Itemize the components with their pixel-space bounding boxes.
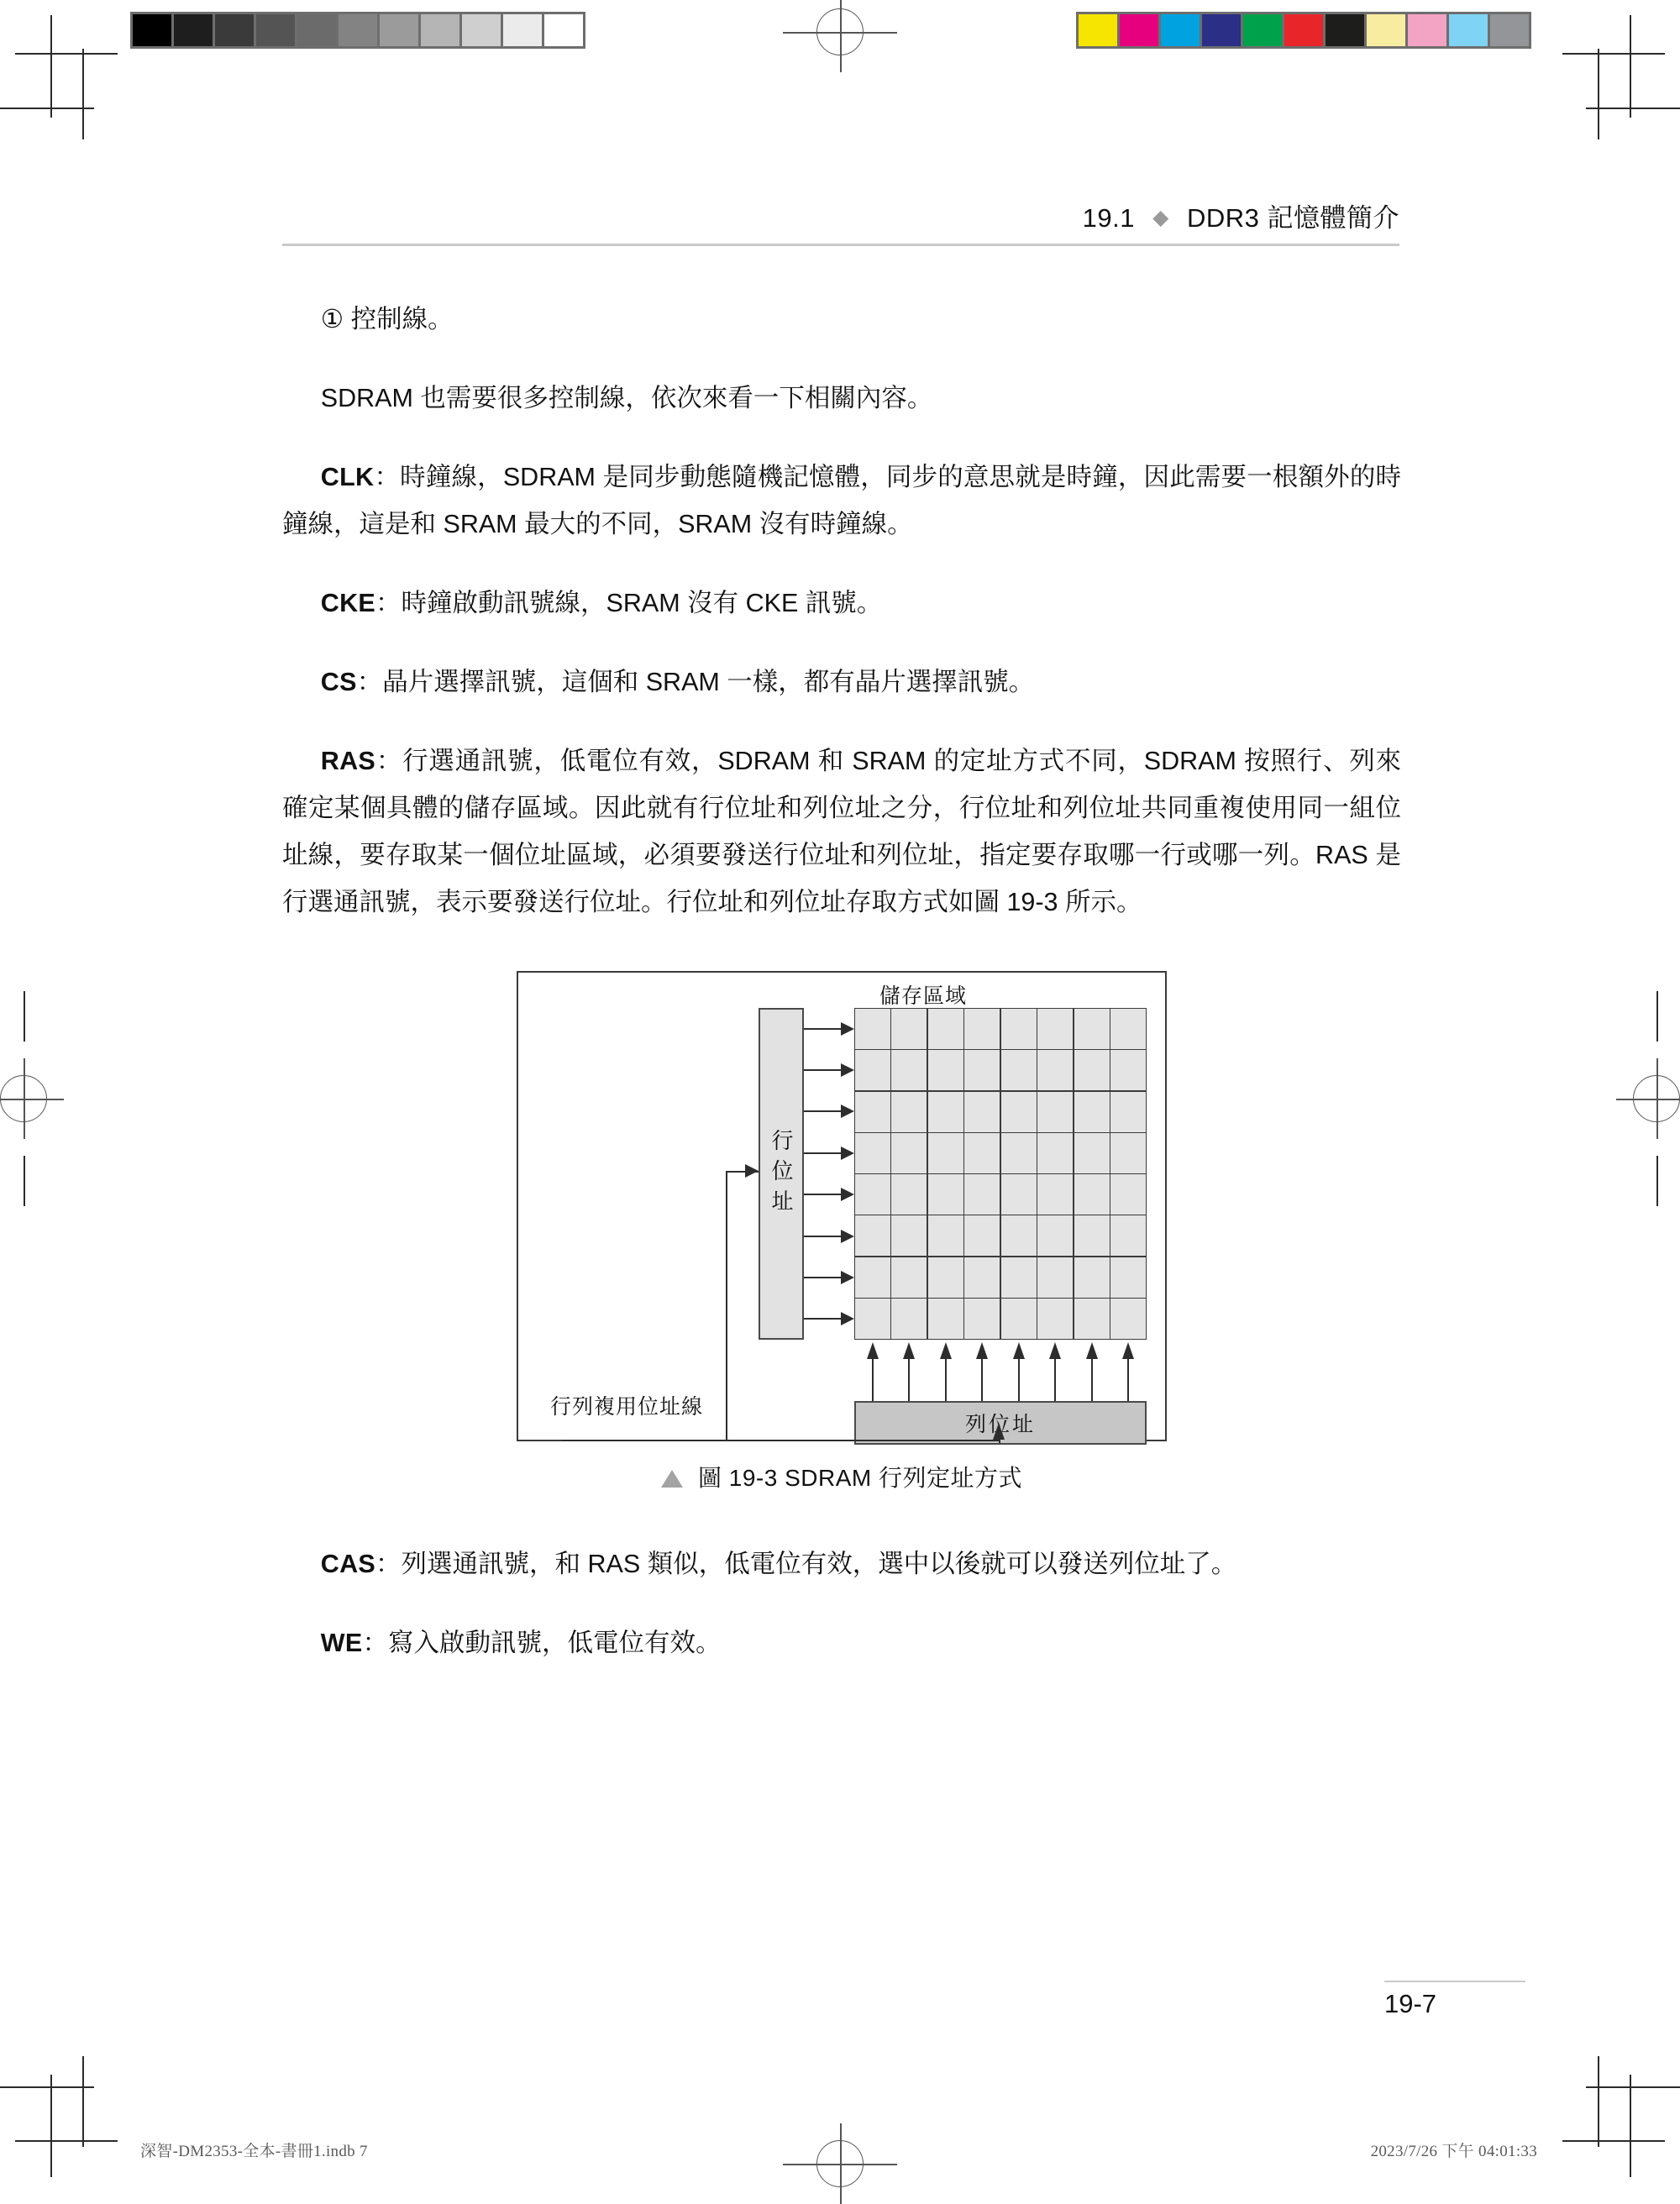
p-cke-text: ：時鐘啟動訊號線，SRAM 沒有 CKE 訊號。 — [375, 589, 883, 617]
mux-to-col-arrowhead — [993, 1423, 1005, 1440]
memory-cell — [1074, 1257, 1110, 1298]
memory-cell — [1074, 1133, 1110, 1173]
print-footer-timestamp: 2023/7/26 下午 04:01:33 — [1370, 2143, 1537, 2160]
memory-cell — [1037, 1050, 1073, 1090]
row-select-arrowhead — [841, 1312, 854, 1325]
memory-cell — [964, 1009, 1000, 1049]
memory-cell — [928, 1092, 963, 1132]
memory-cell — [964, 1174, 1000, 1215]
column-select-line — [1054, 1357, 1056, 1401]
memory-cell — [1001, 1257, 1037, 1298]
p-cs-label: CS — [320, 668, 357, 696]
memory-cell — [1110, 1299, 1146, 1339]
memory-cell — [891, 1133, 927, 1173]
memory-cell — [1074, 1174, 1110, 1215]
memory-cell — [855, 1174, 890, 1215]
column-select-line — [908, 1357, 910, 1401]
memory-cell — [1037, 1257, 1073, 1298]
figure-19-3 — [282, 971, 1401, 1493]
column-select-line — [1091, 1357, 1093, 1401]
memory-cell-grid — [854, 1008, 1147, 1340]
memory-cell — [891, 1050, 927, 1090]
memory-cell — [1074, 1215, 1110, 1256]
row-select-arrowhead — [841, 1271, 854, 1284]
memory-cell — [1001, 1009, 1037, 1049]
memory-cell — [1001, 1299, 1037, 1339]
p-ras-text: ：行選通訊號，低電位有效，SDRAM 和 SRAM 的定址方式不同，SDRAM 按照行、列來確定某個具體的儲存區域。因此就有行位址和列位址之分，行位址和列位址共同重複使用同一組位址線，要存取某一個位址區域，必須要發送行位址和列位址，指定要存取哪一行或哪一列。RAS 是行選通訊號，表示要發送行位址。行位址和列位址存取方式如圖 19-3 所示。 — [282, 747, 1401, 916]
memory-cell — [855, 1215, 890, 1256]
memory-cell — [855, 1299, 890, 1339]
p-cke-label: CKE — [320, 589, 376, 617]
p-clk — [282, 454, 1401, 548]
column-select-arrowhead — [1013, 1342, 1025, 1359]
mux-address-line-label: 行列複用位址線 — [550, 1395, 704, 1419]
figure-caption-text: 圖 19-3 SDRAM 行列定址方式 — [698, 1465, 1022, 1491]
memory-cell — [1037, 1009, 1073, 1049]
memory-cell — [891, 1215, 927, 1256]
column-select-line — [981, 1357, 983, 1401]
running-head-rule — [282, 244, 1399, 246]
memory-cell — [1074, 1050, 1110, 1090]
memory-cell — [964, 1215, 1000, 1256]
mux-col-stub — [999, 1440, 1000, 1443]
memory-cell — [855, 1009, 890, 1049]
p-cas-label: CAS — [320, 1550, 376, 1578]
memory-cell — [855, 1050, 890, 1090]
column-select-arrowhead — [1122, 1342, 1134, 1359]
p-sdram-intro: SDRAM 也需要很多控制線，依次來看一下相關內容。 — [320, 384, 933, 412]
memory-cell — [1037, 1133, 1073, 1173]
column-select-line — [1018, 1357, 1020, 1401]
row-select-line — [804, 1028, 843, 1030]
column-select-arrowhead — [1086, 1342, 1098, 1359]
row-select-line — [804, 1236, 843, 1237]
body-text-bottom — [282, 1540, 1401, 1698]
memory-cell — [1037, 1215, 1073, 1256]
memory-cell — [1110, 1257, 1146, 1298]
memory-cell — [891, 1257, 927, 1298]
print-footer-filename: 深智-DM2353-全本-書冊1.indb 7 — [140, 2143, 368, 2160]
p-cs-text: ：晶片選擇訊號，這個和 SRAM 一樣，都有晶片選擇訊號。 — [356, 668, 1035, 696]
memory-cell — [1110, 1050, 1146, 1090]
row-select-line — [804, 1152, 843, 1154]
sdram-addressing-diagram — [517, 971, 1167, 1441]
column-select-line — [872, 1357, 874, 1401]
row-select-line — [804, 1194, 843, 1195]
memory-cell — [928, 1174, 963, 1215]
memory-cell — [1074, 1009, 1110, 1049]
column-select-arrowhead — [867, 1342, 879, 1359]
column-select-line — [1127, 1357, 1129, 1401]
memory-cell — [1074, 1299, 1110, 1339]
row-select-arrowhead — [841, 1188, 854, 1201]
mux-bus-horizontal — [562, 1440, 727, 1441]
column-select-arrowhead — [940, 1342, 952, 1359]
memory-cell — [1001, 1174, 1037, 1215]
memory-cell — [928, 1299, 963, 1339]
memory-cell — [1001, 1050, 1037, 1090]
row-select-arrowhead — [841, 1147, 854, 1160]
triangle-marker-icon — [661, 1470, 683, 1488]
p-control-line: ① 控制線。 — [320, 305, 454, 333]
memory-cell — [1074, 1092, 1110, 1132]
memory-cell — [964, 1092, 1000, 1132]
running-head-section-title: DDR3 記憶體簡介 — [1186, 203, 1399, 233]
row-select-arrowhead — [841, 1230, 854, 1243]
memory-cell — [928, 1050, 963, 1090]
column-address-label: 列位址 — [964, 1413, 1036, 1436]
column-select-arrowhead — [1049, 1342, 1061, 1359]
column-select-arrowhead — [976, 1342, 988, 1359]
mux-to-row-arrowhead — [745, 1164, 759, 1178]
memory-cell — [964, 1257, 1000, 1298]
p-cas-text: ：列選通訊號，和 RAS 類似，低電位有效，選中以後就可以發送列位址了。 — [375, 1550, 1237, 1578]
body-text-top — [282, 296, 1401, 958]
p-ras — [282, 737, 1401, 926]
diamond-icon: ◆ — [1152, 206, 1169, 229]
memory-cell — [964, 1133, 1000, 1173]
row-select-arrowhead — [841, 1105, 854, 1118]
memory-cell — [891, 1299, 927, 1339]
figure-caption — [282, 1460, 1401, 1493]
running-head-section-number: 19.1 — [1082, 203, 1135, 233]
memory-cell — [891, 1092, 927, 1132]
memory-cell — [1001, 1215, 1037, 1256]
row-select-arrowhead — [841, 1063, 854, 1077]
memory-cell — [928, 1257, 963, 1298]
memory-cell — [1110, 1133, 1146, 1173]
memory-cell — [1037, 1174, 1073, 1215]
row-address-block — [759, 1008, 804, 1340]
page-number: 19-7 — [1384, 1989, 1437, 2018]
p-clk-text: ：時鐘線，SDRAM 是同步動態隨機記憶體，同步的意思就是時鐘，因此需要一根額外的時鐘線，這是和 SRAM 最大的不同，SRAM 沒有時鐘線。 — [282, 463, 1401, 538]
p-cas — [282, 1540, 1401, 1587]
memory-cell — [1110, 1215, 1146, 1256]
p-ras-label: RAS — [320, 747, 376, 775]
memory-cell — [928, 1009, 963, 1049]
memory-cell — [928, 1215, 963, 1256]
memory-cell — [964, 1050, 1000, 1090]
column-select-arrowhead — [903, 1342, 915, 1359]
p-we-label: WE — [320, 1629, 363, 1657]
memory-cell — [1110, 1092, 1146, 1132]
memory-cell — [928, 1133, 963, 1173]
row-select-line — [804, 1069, 843, 1071]
memory-cell — [855, 1133, 890, 1173]
storage-area-label: 儲存區域 — [879, 984, 968, 1008]
memory-cell — [1110, 1009, 1146, 1049]
row-select-line — [804, 1318, 843, 1320]
memory-cell — [1037, 1092, 1073, 1132]
row-select-line — [804, 1277, 843, 1278]
mux-bus-vertical — [726, 1171, 727, 1441]
p-cs — [282, 659, 1401, 706]
p-cke — [282, 580, 1401, 627]
p-we — [282, 1619, 1401, 1666]
mux-to-col-horizontal — [727, 1440, 1000, 1441]
memory-cell — [1037, 1299, 1073, 1339]
running-head — [282, 197, 1399, 234]
memory-cell — [1110, 1174, 1146, 1215]
memory-cell — [855, 1092, 890, 1132]
memory-cell — [891, 1009, 927, 1049]
row-address-label: 行位址 — [769, 1128, 794, 1220]
memory-cell — [891, 1174, 927, 1215]
p-clk-label: CLK — [320, 463, 375, 491]
memory-cell — [1001, 1092, 1037, 1132]
memory-cell — [964, 1299, 1000, 1339]
row-select-arrowhead — [841, 1022, 854, 1036]
p-we-text: ：寫入啟動訊號，低電位有效。 — [362, 1629, 722, 1657]
column-select-line — [945, 1357, 947, 1401]
folio-rule — [1384, 1981, 1525, 1982]
memory-cell — [1001, 1133, 1037, 1173]
memory-cell — [855, 1257, 890, 1298]
row-select-line — [804, 1110, 843, 1112]
